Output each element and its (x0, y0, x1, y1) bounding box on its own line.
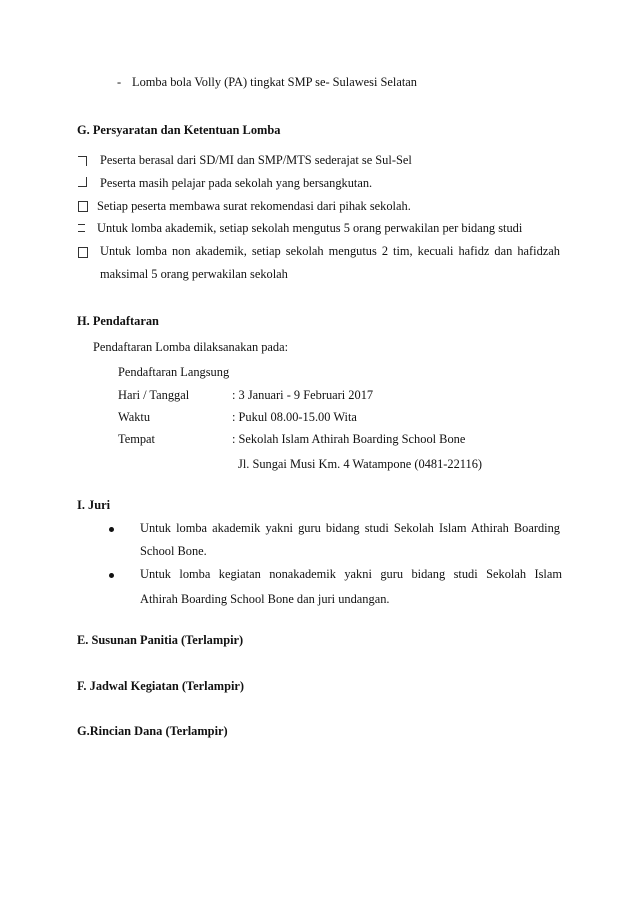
list-item: Untuk lomba akademik yakni guru bidang studi Sekolah Islam Athirah Boarding (140, 521, 560, 535)
list-item-continuation: Athirah Boarding School Bone dan juri undangan. (140, 592, 390, 606)
list-item: Untuk lomba kegiatan nonakademik yakni guru bidang studi Sekolah Islam (140, 567, 562, 581)
registration-mode: Pendaftaran Langsung (118, 365, 230, 379)
list-item: Untuk lomba akademik, setiap sekolah mengutus 5 orang perwakilan per bidang studi (97, 221, 523, 235)
section-f-heading: F. Jadwal Kegiatan (Terlampir) (77, 679, 245, 693)
list-item: Untuk lomba non akademik, setiap sekolah mengutus 2 tim, kecuali hafidz dan hafidzah (100, 244, 560, 258)
row-label: Tempat (118, 432, 155, 446)
checkbox-icon (78, 224, 85, 232)
registration-intro: Pendaftaran Lomba dilaksanakan pada: (93, 340, 289, 354)
row-value: : Pukul 08.00-15.00 Wita (232, 410, 357, 424)
intro-text: Lomba bola Volly (PA) tingkat SMP se- Sulawesi Selatan (132, 75, 417, 89)
checkbox-icon (78, 201, 88, 212)
section-e-heading: E. Susunan Panitia (Terlampir) (77, 633, 244, 647)
bullet-icon (109, 573, 114, 578)
list-item: Setiap peserta membawa surat rekomendasi dari pihak sekolah. (97, 199, 411, 213)
checkbox-icon (78, 247, 88, 258)
section-g-rincian-heading: G.Rincian Dana (Terlampir) (77, 724, 228, 738)
list-item: Peserta berasal dari SD/MI dan SMP/MTS sederajat se Sul-Sel (100, 153, 412, 167)
row-label: Hari / Tanggal (118, 388, 190, 402)
address: Jl. Sungai Musi Km. 4 Watampone (0481-22116) (238, 457, 483, 471)
checkbox-icon (78, 156, 87, 166)
section-i-heading: I. Juri (77, 498, 111, 512)
bullet-icon (109, 527, 114, 532)
row-value: : 3 Januari - 9 Februari 2017 (232, 388, 374, 402)
intro-dash: - (117, 75, 122, 89)
section-h-heading: H. Pendaftaran (77, 314, 159, 328)
row-label: Waktu (118, 410, 151, 424)
list-item-continuation: School Bone. (140, 544, 207, 558)
checkbox-icon (78, 177, 87, 187)
row-value: : Sekolah Islam Athirah Boarding School Bone (232, 432, 466, 446)
list-item-continuation: maksimal 5 orang perwakilan sekolah (100, 267, 288, 281)
list-item: Peserta masih pelajar pada sekolah yang bersangkutan. (100, 176, 373, 190)
section-g-heading: G. Persyaratan dan Ketentuan Lomba (77, 123, 281, 137)
